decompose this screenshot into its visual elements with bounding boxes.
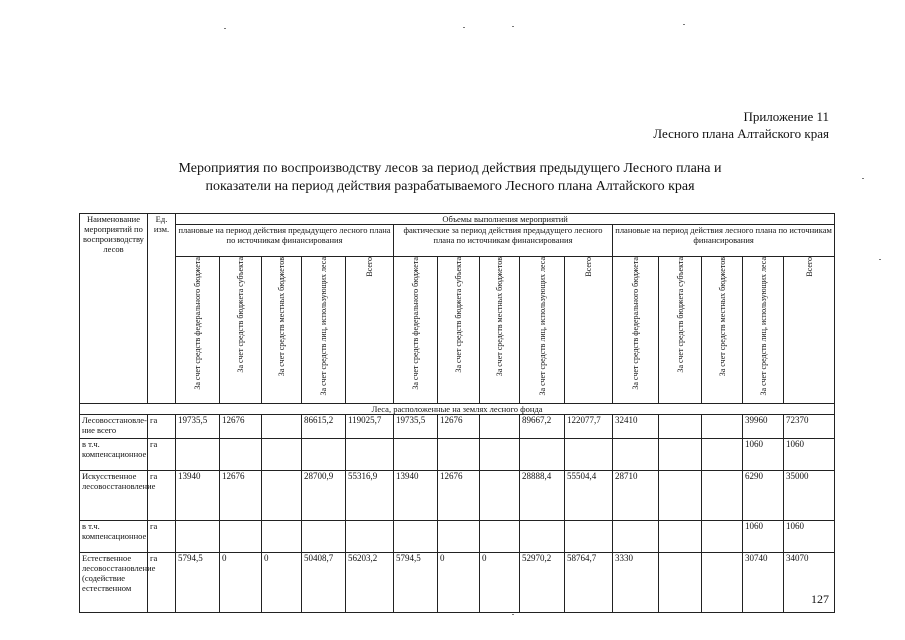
row-value [438, 439, 480, 471]
sub-header-users: За счет средств лиц, использующих леса [520, 257, 565, 404]
scan-speck [879, 259, 881, 260]
scan-speck [224, 28, 226, 29]
row-value: 52970,2 [520, 553, 565, 613]
row-value: 19735,5 [394, 415, 438, 439]
row-value: 122077,7 [565, 415, 613, 439]
table-row [80, 521, 835, 553]
row-value [262, 521, 302, 553]
row-value [702, 439, 743, 471]
row-value [702, 553, 743, 613]
sub-header-users: За счет средств лиц, использующих леса [302, 257, 346, 404]
row-value [659, 439, 702, 471]
scan-speck [512, 614, 514, 615]
row-value [565, 439, 613, 471]
row-value: 34070 [784, 553, 835, 613]
page-number: 127 [811, 592, 829, 606]
row-value: 19735,5 [176, 415, 220, 439]
table-row [80, 415, 835, 439]
row-value: 5794,5 [394, 553, 438, 613]
row-unit: га [148, 415, 176, 439]
row-name: Искусственное лесовосстановление [80, 471, 148, 521]
row-name: Лесовосстановле-ние всего [80, 415, 148, 439]
sub-header-subject: За счет средств бюджета субъекта [438, 257, 480, 404]
header-volumes: Объемы выполнения мероприятий [176, 214, 835, 225]
row-value: 12676 [220, 415, 262, 439]
row-unit: га [148, 553, 176, 613]
sub-header-total: Всего [346, 257, 394, 404]
row-value [659, 415, 702, 439]
row-value: 3330 [613, 553, 659, 613]
row-value [346, 521, 394, 553]
row-value [302, 439, 346, 471]
sub-header-federal: За счет средств федерального бюджета [176, 257, 220, 404]
sub-header-users: За счет средств лиц, использующих леса [743, 257, 784, 404]
appendix-plan-name: Лесного плана Алтайского края [653, 126, 829, 141]
row-value [302, 521, 346, 553]
row-value [565, 521, 613, 553]
appendix-number: Приложение 11 [743, 109, 829, 124]
row-value [394, 439, 438, 471]
scan-speck [463, 27, 465, 28]
row-value: 39960 [743, 415, 784, 439]
row-value [520, 439, 565, 471]
row-value: 119025,7 [346, 415, 394, 439]
table-row [80, 439, 835, 471]
header-unit: Ед. изм. [148, 214, 176, 404]
row-value: 50408,7 [302, 553, 346, 613]
row-value: 30740 [743, 553, 784, 613]
row-name: в т.ч. компенсационное [80, 439, 148, 471]
row-value [220, 439, 262, 471]
row-value: 89667,2 [520, 415, 565, 439]
row-value: 35000 [784, 471, 835, 521]
row-value: 1060 [784, 439, 835, 471]
appendix-block [653, 108, 829, 142]
row-value [702, 521, 743, 553]
row-value: 55316,9 [346, 471, 394, 521]
row-value: 12676 [438, 471, 480, 521]
row-value: 32410 [613, 415, 659, 439]
row-value [346, 439, 394, 471]
row-value: 13940 [394, 471, 438, 521]
row-value [220, 521, 262, 553]
row-value [520, 521, 565, 553]
title-line-2: показатели на период действия разрабатываемого Лесного плана Алтайского края [205, 179, 695, 194]
sub-header-total: Всего [565, 257, 613, 404]
row-value [659, 553, 702, 613]
row-value [659, 521, 702, 553]
table-row [80, 553, 835, 613]
row-value [176, 521, 220, 553]
row-value [613, 521, 659, 553]
header-planned-prev: плановые на период действия предыдущего лесного плана по источникам финансирования [176, 225, 394, 257]
row-value [480, 471, 520, 521]
sub-header-federal: За счет средств федерального бюджета [394, 257, 438, 404]
sub-header-local: За счет средств местных бюджетов [262, 257, 302, 404]
row-value: 5794,5 [176, 553, 220, 613]
row-value [394, 521, 438, 553]
row-value [262, 439, 302, 471]
row-value: 56203,2 [346, 553, 394, 613]
sub-header-subject: За счет средств бюджета субъекта [220, 257, 262, 404]
row-value: 6290 [743, 471, 784, 521]
row-value: 1060 [743, 521, 784, 553]
table-body [80, 415, 835, 613]
row-unit: га [148, 471, 176, 521]
row-value [659, 471, 702, 521]
sub-header-federal: За счет средств федерального бюджета [613, 257, 659, 404]
table-row [80, 471, 835, 521]
row-value [438, 521, 480, 553]
row-unit: га [148, 439, 176, 471]
row-name: Естественное лесовосстановление (содействие естественном [80, 553, 148, 613]
title-line-1: Мероприятия по воспроизводству лесов за период действия предыдущего Лесного плана и [178, 161, 722, 176]
row-value [480, 415, 520, 439]
row-value [613, 439, 659, 471]
header-name: Наименование мероприятий по воспроизводству лесов [80, 214, 148, 404]
row-value [480, 439, 520, 471]
row-value [262, 471, 302, 521]
row-value [702, 471, 743, 521]
row-value [176, 439, 220, 471]
row-value: 86615,2 [302, 415, 346, 439]
scan-speck [683, 24, 685, 25]
scan-speck [512, 26, 514, 27]
row-value: 28700,9 [302, 471, 346, 521]
sub-header-local: За счет средств местных бюджетов [702, 257, 743, 404]
row-value: 72370 [784, 415, 835, 439]
row-unit: га [148, 521, 176, 553]
section-row: Леса, расположенные на землях лесного фонда [80, 404, 835, 415]
row-value: 58764,7 [565, 553, 613, 613]
sub-header-total: Всего [784, 257, 835, 404]
row-value: 0 [262, 553, 302, 613]
row-value: 28710 [613, 471, 659, 521]
header-actual-prev: фактические за период действия предыдущего лесного плана по источникам финансирования [394, 225, 613, 257]
row-value: 12676 [220, 471, 262, 521]
row-value [702, 415, 743, 439]
sub-header-local: За счет средств местных бюджетов [480, 257, 520, 404]
row-value: 12676 [438, 415, 480, 439]
row-value: 55504,4 [565, 471, 613, 521]
row-value: 0 [480, 553, 520, 613]
row-value: 28888,4 [520, 471, 565, 521]
row-name: в т.ч. компенсационное [80, 521, 148, 553]
row-value: 1060 [784, 521, 835, 553]
row-value: 0 [220, 553, 262, 613]
header-planned-next: плановые на период действия лесного плана по источникам финансирования [613, 225, 835, 257]
row-value: 13940 [176, 471, 220, 521]
row-value: 0 [438, 553, 480, 613]
sub-header-subject: За счет средств бюджета субъекта [659, 257, 702, 404]
row-value: 1060 [743, 439, 784, 471]
reforestation-table [79, 213, 835, 613]
scan-speck [862, 178, 864, 179]
row-value [262, 415, 302, 439]
row-value [480, 521, 520, 553]
document-title [120, 160, 780, 196]
